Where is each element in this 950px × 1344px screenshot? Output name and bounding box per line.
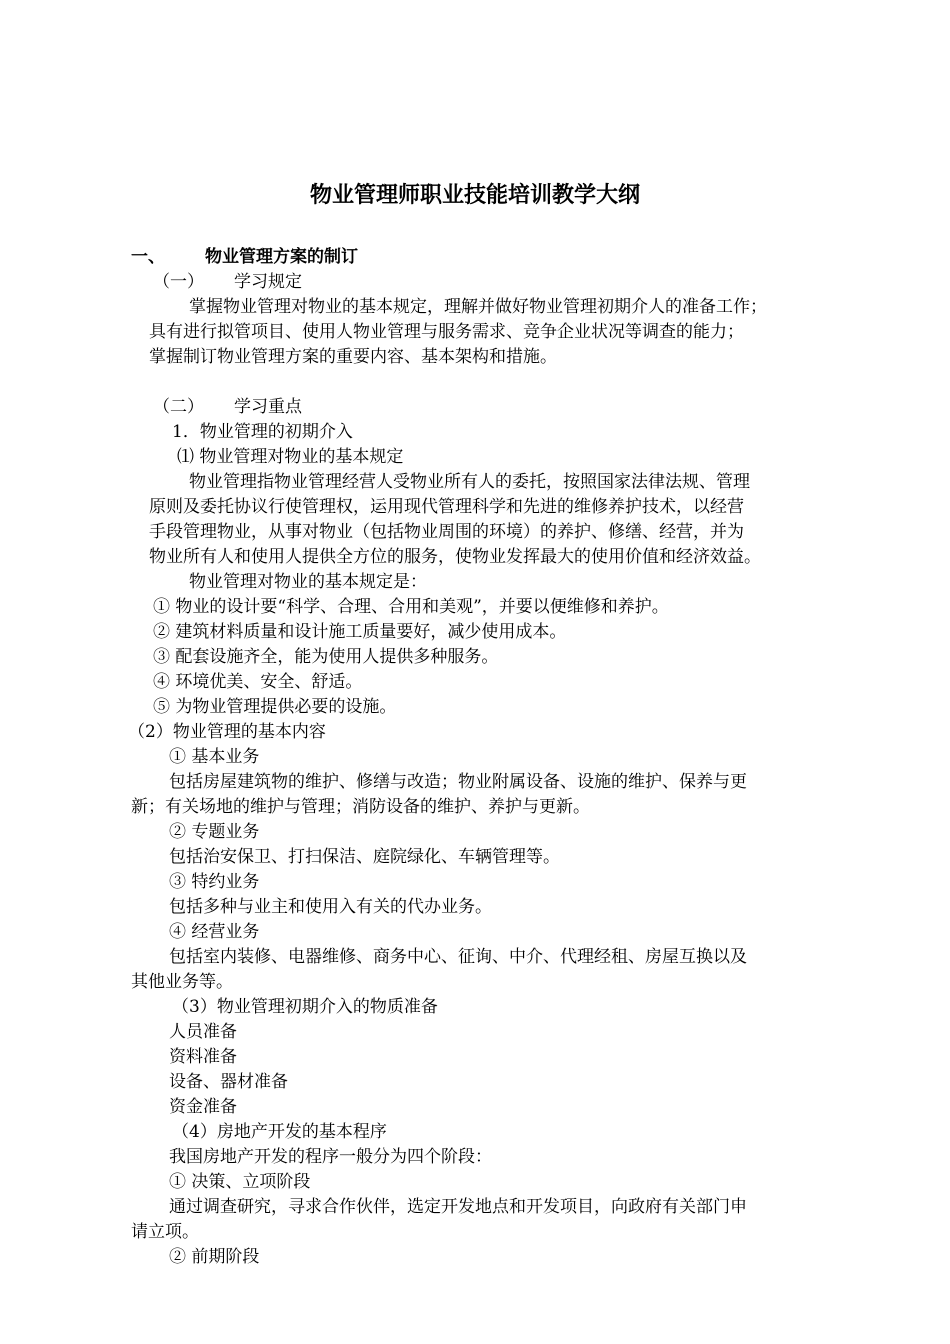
paragraph-line: 手段管理物业，从事对物业（包括物业周围的环境）的养护、修缮、经营，并为 (149, 522, 744, 542)
paragraph-line: 请立项。 (131, 1222, 199, 1242)
paragraph-line: 新；有关场地的维护与管理；消防设备的维护、养护与更新。 (131, 797, 590, 817)
section-title: 物业管理方案的制订 (205, 247, 358, 267)
paragraph-line: 掌握物业管理对物业的基本规定，理解并做好物业管理初期介人的准备工作； (189, 297, 767, 317)
list-item: ③ 配套设施齐全，能为使用人提供多种服务。 (153, 647, 499, 667)
list-item: ⑤ 为物业管理提供必要的设施。 (153, 697, 397, 717)
subsection-heading (153, 271, 302, 293)
paragraph-line: 包括治安保卫、打扫保洁、庭院绿化、车辆管理等。 (169, 847, 560, 867)
list-item: ② 建筑材料质量和设计施工质量要好，减少使用成本。 (153, 622, 567, 642)
list-item: 人员准备 (169, 1022, 237, 1042)
point-heading: 1．物业管理的初期介入 (172, 422, 353, 442)
list-item: ④ 环境优美、安全、舒适。 (153, 672, 363, 692)
paragraph-line: 物业管理指物业管理经营人受物业所有人的委托，按照国家法律法规、管理 (189, 472, 750, 492)
list-item-label: ③ 特约业务 (169, 872, 260, 892)
subsection-number: （二） (153, 397, 204, 417)
subsection-number: （一） (153, 272, 204, 292)
list-item: 资金准备 (169, 1097, 237, 1117)
paragraph-line: 包括房屋建筑物的维护、修缮与改造；物业附属设备、设施的维护、保养与更 (169, 772, 747, 792)
point-subheading: （4）房地产开发的基本程序 (172, 1122, 387, 1142)
paragraph-line: 我国房地产开发的程序一般分为四个阶段： (169, 1147, 492, 1167)
list-item-label: ④ 经营业务 (169, 922, 260, 942)
subsection-heading (153, 396, 302, 418)
paragraph-line: 包括多种与业主和使用入有关的代办业务。 (169, 897, 492, 917)
document-title: 物业管理师职业技能培训教学大纲 (309, 183, 640, 208)
subsection-title: 学习重点 (234, 397, 302, 417)
paragraph-line: 其他业务等。 (131, 972, 233, 992)
paragraph-line: 物业所有人和使用人提供全方位的服务，使物业发挥最大的使用价值和经济效益。 (149, 547, 761, 567)
paragraph-line: 包括室内装修、电器维修、商务中心、征询、中介、代理经租、房屋互换以及 (169, 947, 747, 967)
point-subheading: ⑴ 物业管理对物业的基本规定 (177, 447, 404, 467)
list-item-label: ① 决策、立项阶段 (169, 1172, 311, 1192)
paragraph-line: 物业管理对物业的基本规定是： (189, 572, 427, 592)
paragraph-line: 通过调查研究，寻求合作伙伴，选定开发地点和开发项目，向政府有关部门申 (169, 1197, 747, 1217)
list-item-label: ② 前期阶段 (169, 1247, 260, 1267)
subsection-title: 学习规定 (234, 272, 302, 292)
section-heading (131, 246, 358, 268)
point-subheading: （3）物业管理初期介入的物质准备 (172, 997, 438, 1017)
list-item-label: ① 基本业务 (169, 747, 260, 767)
paragraph-line: 原则及委托协议行使管理权，运用现代管理科学和先进的维修养护技术，以经营 (149, 497, 744, 517)
list-item-label: ② 专题业务 (169, 822, 260, 842)
paragraph-line: 具有进行拟管项目、使用人物业管理与服务需求、竞争企业状况等调查的能力； (149, 322, 744, 342)
section-number: 一、 (131, 247, 165, 267)
point-subheading: （2）物业管理的基本内容 (128, 722, 326, 742)
list-item: 资料准备 (169, 1047, 237, 1067)
paragraph-line: 掌握制订物业管理方案的重要内容、基本架构和措施。 (149, 347, 557, 367)
list-item: 设备、器材准备 (169, 1072, 288, 1092)
list-item: ① 物业的设计要“科学、合理、合用和美观”，并要以便维修和养护。 (153, 597, 669, 617)
